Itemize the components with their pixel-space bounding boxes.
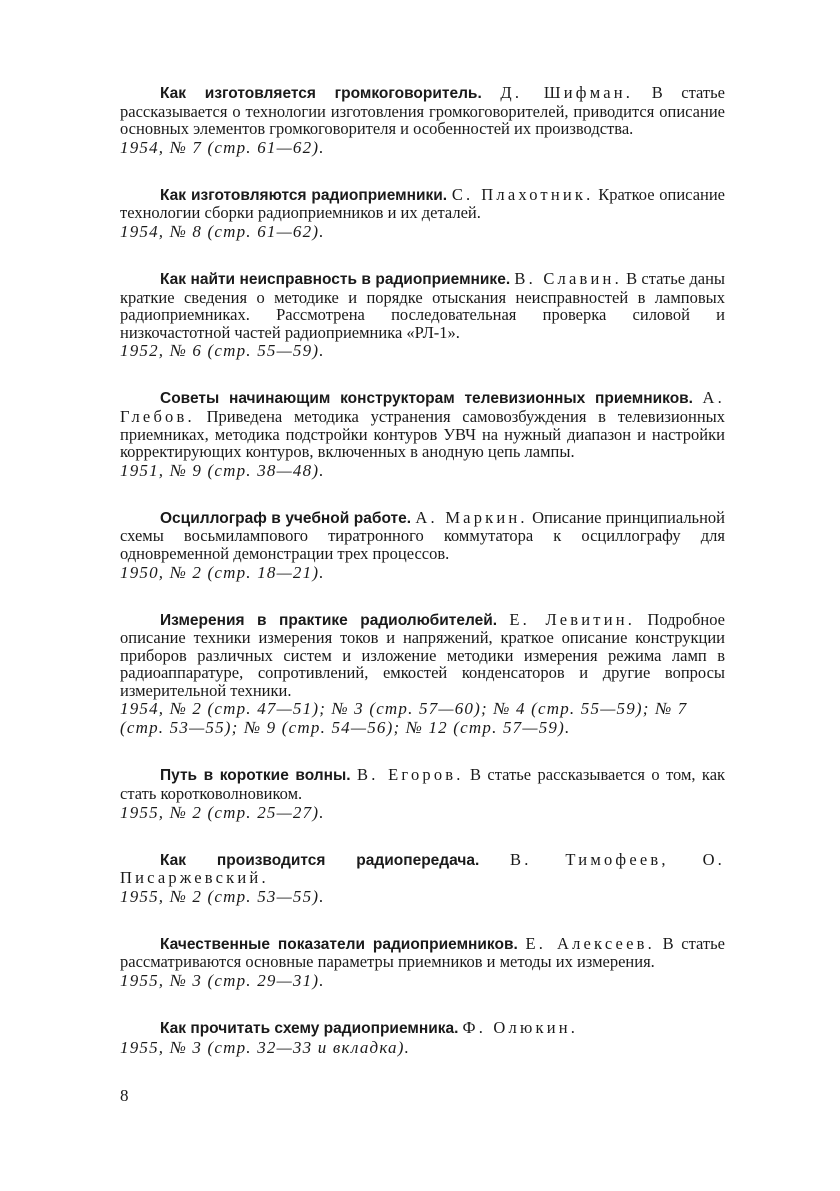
entry-title: Путь в короткие волны. xyxy=(160,767,351,785)
entry-citation: 1955, № 3 (стр. 29—31). xyxy=(120,971,325,991)
entry-body xyxy=(120,935,725,971)
entry-text: Описание принципиальной схемы восьмилампового тиратронного коммутатора к осциллографу для одновременной демонстрации трех процессов. xyxy=(120,507,725,563)
entry-body xyxy=(120,766,725,802)
entry-citation: 1950, № 2 (стр. 18—21). xyxy=(120,562,325,582)
entry-title: Как изготовляются радиоприемники. xyxy=(160,186,448,204)
entry-title: Как прочитать схему радиоприемника. xyxy=(160,1020,459,1038)
entry-citation: 1951, № 9 (стр. 38—48). xyxy=(120,460,325,480)
entry-tv-constructors xyxy=(120,389,725,479)
entry-receiver-manufacturing xyxy=(120,186,725,241)
entry-author: А. Маркин. xyxy=(415,507,528,527)
entry-body xyxy=(120,84,725,138)
entry-citation: 1954, № 7 (стр. 61—62). xyxy=(120,137,325,157)
entry-title: Как производится радиопередача. xyxy=(160,851,480,869)
page-number: 8 xyxy=(120,1086,129,1105)
entry-author: Е. Алексеев. xyxy=(525,933,655,953)
entry-text: Краткое описание технологии сборки радиоприемников и их деталей. xyxy=(120,184,726,223)
entry-author: В. Тимофеев, О. Писаржевский. xyxy=(120,849,726,888)
entry-measurements xyxy=(120,611,725,738)
entry-citation: 1955, № 3 (стр. 32—33 и вкладка). xyxy=(120,1037,411,1057)
entry-text: В статье даны краткие сведения о методике и порядке отыскания неисправностей в ламповых радиоприемниках. Рассмотрена последовательная проверка силовой и низкочастотной частей радиоприемника «РЛ-1». xyxy=(120,268,725,342)
entry-body xyxy=(120,1019,725,1038)
entry-author: Ф. Олюкин. xyxy=(462,1018,579,1038)
entry-citation: 1955, № 2 (стр. 53—55). xyxy=(120,886,325,906)
entry-body xyxy=(120,186,725,222)
entry-author: В. Славин. xyxy=(514,268,622,288)
entry-citation: 1954, № 2 (стр. 47—51); № 3 (стр. 57—60); № 4 (стр. 55—59); № 7 (стр. 53—55); № 9 (стр. 54—56); № 12 (стр. 57—59). xyxy=(120,699,688,738)
entry-text: В статье рассказывается о том, как стать коротковолновиком. xyxy=(120,765,726,804)
entry-citation: 1954, № 8 (стр. 61—62). xyxy=(120,221,325,241)
entry-citation: 1952, № 6 (стр. 55—59). xyxy=(120,341,325,361)
entry-fault-finding xyxy=(120,270,725,360)
entry-short-waves xyxy=(120,766,725,821)
entry-text: В статье рассказывается о технологии изготовления громкоговорителей, приводится описание основных элементов громкоговорителя и особенностей их производства. xyxy=(120,83,725,139)
entry-text: Приведена методика устранения самовозбуждения в телевизионных приемниках, методика подстройки контуров УВЧ на нужный диапазон и настройки корректирующих контуров, включенных в анодную цепь лампы. xyxy=(120,406,726,462)
entry-title: Измерения в практике радиолюбителей. xyxy=(160,611,498,629)
entry-title: Качественные показатели радиоприемников. xyxy=(160,935,518,953)
entry-body xyxy=(120,509,725,563)
entry-author: Е. Левитин. xyxy=(509,609,636,629)
entry-author: С. Плахотник. xyxy=(451,184,594,204)
entry-author: В. Егоров. xyxy=(356,765,464,785)
entry-radio-transmission xyxy=(120,851,725,906)
entry-receiver-quality xyxy=(120,935,725,990)
entry-title: Как изготовляется громкоговоритель. xyxy=(160,85,482,102)
entry-read-schematic xyxy=(120,1019,725,1057)
entry-oscilloscope xyxy=(120,509,725,582)
entry-citation: 1955, № 2 (стр. 25—27). xyxy=(120,802,325,822)
entry-body xyxy=(120,270,725,341)
entry-title: Советы начинающим конструкторам телевизионных приемников. xyxy=(160,390,693,408)
bibliography-page xyxy=(120,84,725,1086)
entry-body xyxy=(120,389,725,460)
entry-author: А. Глебов. xyxy=(120,388,725,426)
entry-text: Подробное описание техники измерения токов и напряжений, краткое описание конструкции приборов различных систем и изложение методики измерения режима ламп в радиоаппаратуре, сопротивлений, емкостей конденсаторов и другие вопросы измерительной техники. xyxy=(120,609,725,700)
entry-text: В статье рассматриваются основные параметры приемников и методы их измерения. xyxy=(120,933,725,972)
entry-loudspeaker xyxy=(120,84,725,157)
entry-title: Как найти неисправность в радиоприемнике. xyxy=(160,270,511,288)
entry-author: Д. Шифман. xyxy=(500,83,634,102)
entry-body xyxy=(120,611,725,700)
entry-body xyxy=(120,851,725,887)
entry-title: Осциллограф в учебной работе. xyxy=(160,509,412,527)
